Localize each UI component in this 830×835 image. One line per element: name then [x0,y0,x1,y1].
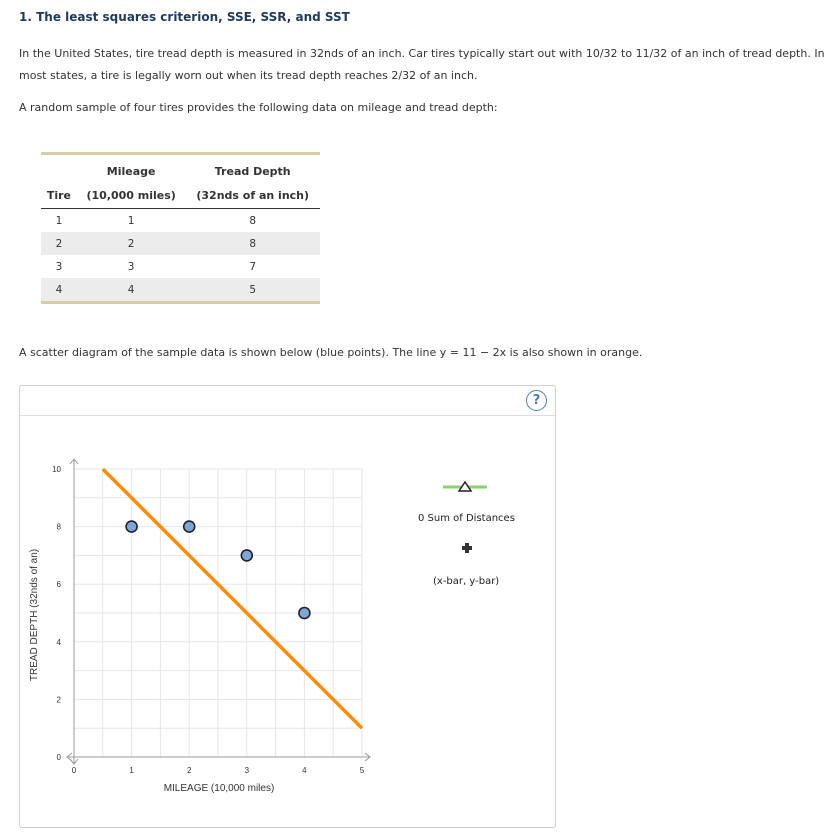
cell-tire: 2 [41,232,77,255]
table-row [41,232,320,255]
data-point [299,608,310,619]
page-title: 1. The least squares criterion, SSE, SSR, and SST [19,10,350,24]
cell-depth: 8 [185,232,320,255]
data-point [126,521,137,532]
cell-mileage: 4 [77,278,186,303]
y-axis-label: TREAD DEPTH (32nds of an) [29,548,40,682]
header-depth-unit: (32nds of an inch) [185,184,320,209]
cell-depth: 5 [185,278,320,303]
scatter-chart [20,386,555,827]
fitted-line [103,469,362,728]
table-row [41,278,320,303]
cell-mileage: 3 [127,260,135,273]
cell-tire: 4 [41,278,77,303]
y-tick-label: 8 [56,522,61,532]
header-mileage: Mileage [77,154,186,185]
mean-point-label: (x-bar, y-bar) [433,576,500,587]
x-tick-label: 4 [302,766,307,775]
y-tick-label: 6 [56,580,61,590]
x-axis-label: MILEAGE (10,000 miles) [163,783,275,794]
cell-depth: 7 [249,260,257,273]
y-tick-label: 4 [56,637,61,647]
header-mileage-unit: (10,000 miles) [77,184,186,209]
header-tire-spacer [41,154,77,185]
x-tick-label: 5 [359,766,365,775]
scatter-description: A scatter diagram of the sample data is shown below (blue points). The line y = 11 − 2x is also shown in orange. [19,346,643,359]
mean-point-tool[interactable] [462,543,472,553]
cell-mileage: 1 [127,214,135,227]
data-table [41,152,320,304]
y-tick-label: 0 [56,753,61,762]
data-point [241,550,252,561]
header-tire: Tire [41,184,77,209]
sum-distances-tool[interactable] [443,482,487,491]
plus-icon[interactable] [462,543,472,553]
header-depth: Tread Depth [185,154,320,185]
sum-distances-label: 0 Sum of Distances [418,513,515,524]
cell-mileage: 2 [77,232,186,255]
graph-panel [19,385,556,828]
cell-tire: 1 [55,214,63,227]
x-tick-label: 1 [129,766,134,775]
x-tick-label: 3 [244,766,250,775]
y-tick-label: 10 [52,465,61,474]
x-tick-label: 0 [71,766,77,775]
table-row [41,209,320,233]
help-icon[interactable]: ? [526,390,547,411]
cell-depth: 8 [249,214,257,227]
intro-paragraph: In the United States, tire tread depth is measured in 32nds of an inch. Car tires typically start out with 10/32 to 11/32 of an inch of tread depth. In most states, a tire is legally worn out when its tread depth reaches 2/32 of an inch. [19,47,825,82]
sample-paragraph: A random sample of four tires provides the following data on mileage and tread depth: [19,101,498,114]
cell-tire: 3 [55,260,63,273]
y-tick-label: 2 [56,695,61,705]
table-row [41,255,320,278]
data-point [184,521,195,532]
x-tick-label: 2 [186,766,192,775]
